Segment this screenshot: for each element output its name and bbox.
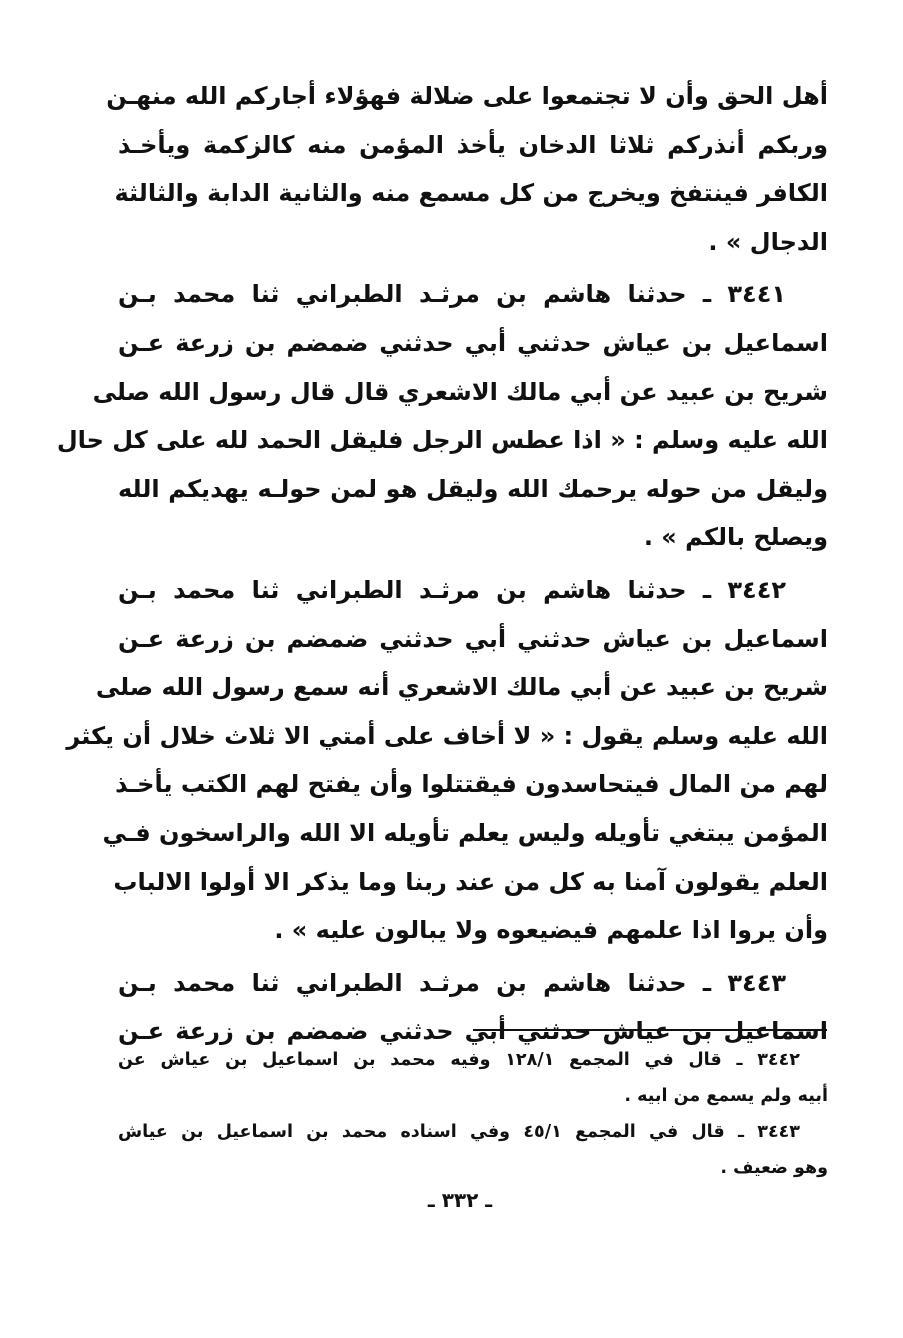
footnote-line: أبيه ولم يسمع من ابيه . (624, 1086, 828, 1106)
hadith-heading-3443: ٣٤٤٣ ـ حدثنا هاشم بن مرثـد الطبراني ثنا محمد بـن (118, 968, 786, 997)
text-line: اسماعيل بن عياش حدثني أبي حدثني ضمضم بن زرعة عـن (118, 624, 828, 653)
hadith-heading-3441: ٣٤٤١ ـ حدثنا هاشم بن مرثـد الطبراني ثنا محمد بـن (118, 280, 786, 309)
footnotes (118, 1042, 828, 1186)
footnote-3442: ٣٤٤٢ ـ قال في المجمع ١٢٨/١ وفيه محمد بن اسماعيل بن عياش عن (118, 1050, 800, 1070)
footnote-divider (473, 1029, 827, 1031)
text-line: وليقل من حوله يرحمك الله وليقل هو لمن حولـه يهديكم الله (118, 474, 828, 503)
footnote-3443: ٣٤٤٣ ـ قال في المجمع ٤٥/١ وفي اسناده محمد بن اسماعيل بن عياش (118, 1122, 800, 1142)
main-text (56, 72, 828, 1056)
text-line: المؤمن يبتغي تأويله وليس يعلم تأويله الا الله والراسخون فـي (102, 818, 828, 847)
text-line: العلم يقولون آمنا به كل من عند ربنا وما يذكر الا أولوا الالباب (113, 867, 828, 896)
text-line: لهم من المال فيتحاسدون فيقتتلوا وأن يفتح لهم الكتب يأخـذ (115, 770, 828, 799)
text-line: شريح بن عبيد عن أبي مالك الاشعري أنه سمع رسول الله صلى (95, 673, 828, 702)
text-line: وربكم أنذركم ثلاثا الدخان يأخذ المؤمن منه كالزكمة ويأخـذ (118, 130, 828, 159)
page-number: ـ ٣٣٢ ـ (427, 1188, 493, 1212)
text-line: ويصلح بالكم » . (643, 523, 828, 552)
text-line: شريح بن عبيد عن أبي مالك الاشعري قال قال رسول الله صلى (92, 377, 828, 406)
text-line: اسماعيل بن عياش حدثني أبي حدثني ضمضم بن زرعة عـن (118, 1017, 828, 1046)
text-line: الله عليه وسلم : « اذا عطس الرجل فليقل الحمد لله على كل حال (56, 426, 828, 455)
footnote-line: وهو ضعيف . (720, 1158, 828, 1178)
text-line: الله عليه وسلم يقول : « لا أخاف على أمتي الا ثلاث خلال أن يكثر (66, 721, 828, 750)
hadith-heading-3442: ٣٤٤٢ ـ حدثنا هاشم بن مرثـد الطبراني ثنا محمد بـن (118, 575, 786, 604)
text-line: الدجال » . (708, 227, 828, 256)
text-line: اسماعيل بن عياش حدثني أبي حدثني ضمضم بن زرعة عـن (118, 328, 828, 357)
text-line: الكافر فينتفخ ويخرج من كل مسمع منه والثانية الدابة والثالثة (114, 179, 828, 208)
text-line: أهل الحق وأن لا تجتمعوا على ضلالة فهؤلاء أجاركم الله منهـن (106, 82, 828, 110)
text-line: وأن يروا اذا علمهم فيضيعوه ولا يبالون عليه » . (274, 916, 828, 945)
